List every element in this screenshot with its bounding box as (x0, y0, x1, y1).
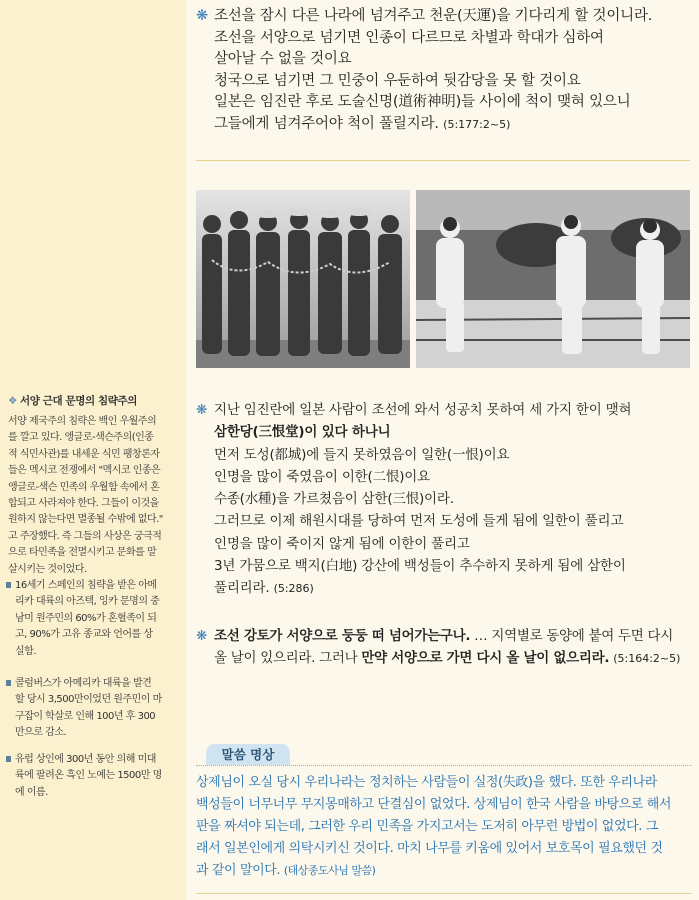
sidebar-line: 를 깔고 있다. 앵글로-색슨주의(인종 (8, 432, 154, 444)
quote-text: 올 날이 있으리라. 그러나 (214, 650, 362, 666)
sidebar-bullet-1 (6, 578, 180, 660)
bullet-line: 콜럼버스가 아메리카 대륙을 발견 (15, 678, 152, 689)
sidebar-line: 합되고 사라져야 한다. 그들이 이것을 (8, 498, 159, 510)
quote-line: 먼저 도성(都城)에 들지 못하였음이 일한(一恨)이요 (214, 446, 510, 463)
sidebar-bullet-3 (6, 752, 180, 801)
quote-line-last (196, 114, 692, 136)
bullet-line: 유럽 상인에 300년 동안 의해 미대 (15, 754, 156, 765)
asterisk-icon: ❋ (196, 628, 208, 644)
photo-illustration-left (196, 190, 410, 368)
quote-emphasis: 조선 강토가 서양으로 둥둥 떠 넘어가는구나. (214, 628, 471, 644)
bullet-line: 고, 90%가 고유 종교와 언어를 상 (15, 629, 153, 641)
quote-line: 조선을 잠시 다른 나라에 넘겨주고 천운(天運)을 기다리게 할 것이니라. (214, 8, 653, 24)
quote-line (196, 647, 692, 670)
bullet-line: 남미 원주민의 60%가 혼혈족이 되 (15, 612, 157, 624)
sermon-source: (태상종도사님 말씀) (283, 864, 376, 877)
sermon-text: 과 같이 말이다. (196, 863, 281, 878)
sermon-meditation-text (196, 772, 692, 882)
quote-text: 그들에게 넘겨주어야 척이 풀릴지라. (214, 115, 439, 132)
sidebar-body (8, 414, 180, 578)
quote-line: 일본은 임진란 후로 도술신명(道術神明)들 사이에 척이 맺혀 있으니 (214, 94, 631, 110)
quote-line: 살아날 수 없을 것이요 (214, 51, 352, 67)
verse-reference: (5:177:2~5) (443, 117, 511, 131)
section-divider (196, 160, 690, 161)
quote-line: 지난 임진란에 일본 사람이 조선에 와서 성공치 못하여 세 가지 한이 맺혀 (214, 402, 632, 418)
scripture-quote-3 (196, 625, 692, 670)
quote-line: 수종(水種)을 가르쳤음이 삼한(三恨)이라. (214, 491, 454, 508)
quote-line: 그러므로 이제 해원시대를 당하여 먼저 도성에 들게 됨에 일한이 풀리고 (214, 513, 624, 530)
bullet-square-icon (6, 680, 11, 686)
quote-line (196, 625, 692, 647)
sermon-divider (196, 765, 692, 766)
photo-illustration-right (416, 190, 690, 368)
asterisk-icon: ❋ (196, 402, 208, 418)
sermon-line: 래서 일본인에게 의탁시키신 것이다. 마치 나무를 키움에 있어서 보호목이 필요했던 것 (196, 841, 663, 856)
sermon-meditation-label: 말씀 명상 (206, 744, 290, 765)
bullet-square-icon (6, 582, 11, 588)
quote-line: 3년 가뭄으로 백지(白地) 강산에 백성들이 추수하지 못하게 됨에 삼한이 (214, 558, 626, 575)
bullet-line: 할 당시 3,500만이었던 원주민이 마 (15, 694, 162, 706)
sidebar-line: 앵글로-색슨 민족의 우월함 속에서 혼 (8, 481, 160, 493)
quote-line: 청국으로 넘기면 그 민중이 우둔하여 뒷감당을 못 할 것이요 (214, 72, 581, 89)
bullet-line: 실함. (15, 645, 36, 657)
bottom-divider (196, 893, 692, 894)
sidebar-line: 으로 타민족을 전멸시키고 문화를 말 (8, 547, 157, 559)
bullet-square-icon (6, 756, 11, 762)
scripture-quote-2 (196, 399, 692, 601)
scripture-quote-1 (196, 6, 692, 135)
quote-line: 인명을 많이 죽였음이 이한(二恨)이요 (214, 468, 430, 485)
quote-line-last (196, 577, 692, 600)
sidebar-line: 서양 제국주의 침략은 백인 우월주의 (8, 416, 157, 427)
sermon-line-last (196, 860, 692, 882)
quote-text: … 지역별로 동양에 붙여 두면 다시 (470, 628, 673, 644)
sermon-line: 판을 짜셔야 되는데, 그러한 우리 민족을 가지고서는 도저히 아무런 방법이 없었다. 그 (196, 819, 658, 834)
historical-photo-bound-prisoners (416, 190, 690, 368)
quote-line: 삼한당(三恨堂)이 있다 하나니 (214, 424, 391, 441)
quote-line: 인명을 많이 죽이지 않게 됨에 이한이 풀리고 (214, 535, 470, 552)
sidebar-bullet-2 (6, 676, 180, 742)
quote-line: 조선을 서양으로 넘기면 인종이 다르므로 차별과 학대가 심하여 (214, 29, 604, 46)
sidebar-line: 살시키는 것이었다. (8, 563, 87, 575)
sidebar-line: 들은 멕시코 전쟁에서 "멕시코 인종은 (8, 465, 161, 477)
historical-photo-chained-men (196, 190, 410, 368)
sidebar-heading (8, 393, 137, 408)
sidebar-line: 고 주장했다. 즉 그들의 사상은 궁극적 (8, 530, 162, 542)
verse-reference: (5:286) (273, 582, 314, 596)
sidebar-line: 원하지 않는다면 멸종될 수밖에 없다." (8, 514, 163, 526)
bullet-line: 에 이름. (15, 786, 48, 798)
bullet-line: 리카 대륙의 아즈텍, 잉카 문명의 중 (15, 596, 160, 608)
bullet-line: 륙에 팔려온 흑인 노예는 1500만 명 (15, 770, 162, 782)
verse-reference: (5:164:2~5) (613, 652, 681, 665)
bullet-line: 16세기 스페인의 침략을 받은 아메 (15, 580, 157, 591)
quote-text: 풀리리라. (214, 580, 270, 597)
sermon-line: 백성들이 너무너무 무지몽매하고 단결심이 없었다. 상제님이 한국 사람을 바탕으로 해서 (196, 797, 672, 812)
quote-emphasis: 만약 서양으로 가면 다시 올 날이 없으리라. (361, 650, 610, 666)
sidebar-line: 적 식민사관)를 내세운 식민 팽창론자 (8, 448, 160, 460)
bullet-line: 만으로 감소. (15, 727, 67, 739)
bullet-line: 구잡이 학살로 인해 100년 후 300 (15, 710, 156, 722)
sermon-line: 상제님이 오실 당시 우리나라는 정치하는 사람들이 실정(失政)을 했다. 또한 우리나라 (196, 775, 657, 790)
sidebar-heading-text: 서양 근대 문명의 침략주의 (20, 395, 137, 407)
asterisk-icon: ❋ (196, 8, 208, 24)
diamond-icon: ❖ (8, 395, 18, 407)
